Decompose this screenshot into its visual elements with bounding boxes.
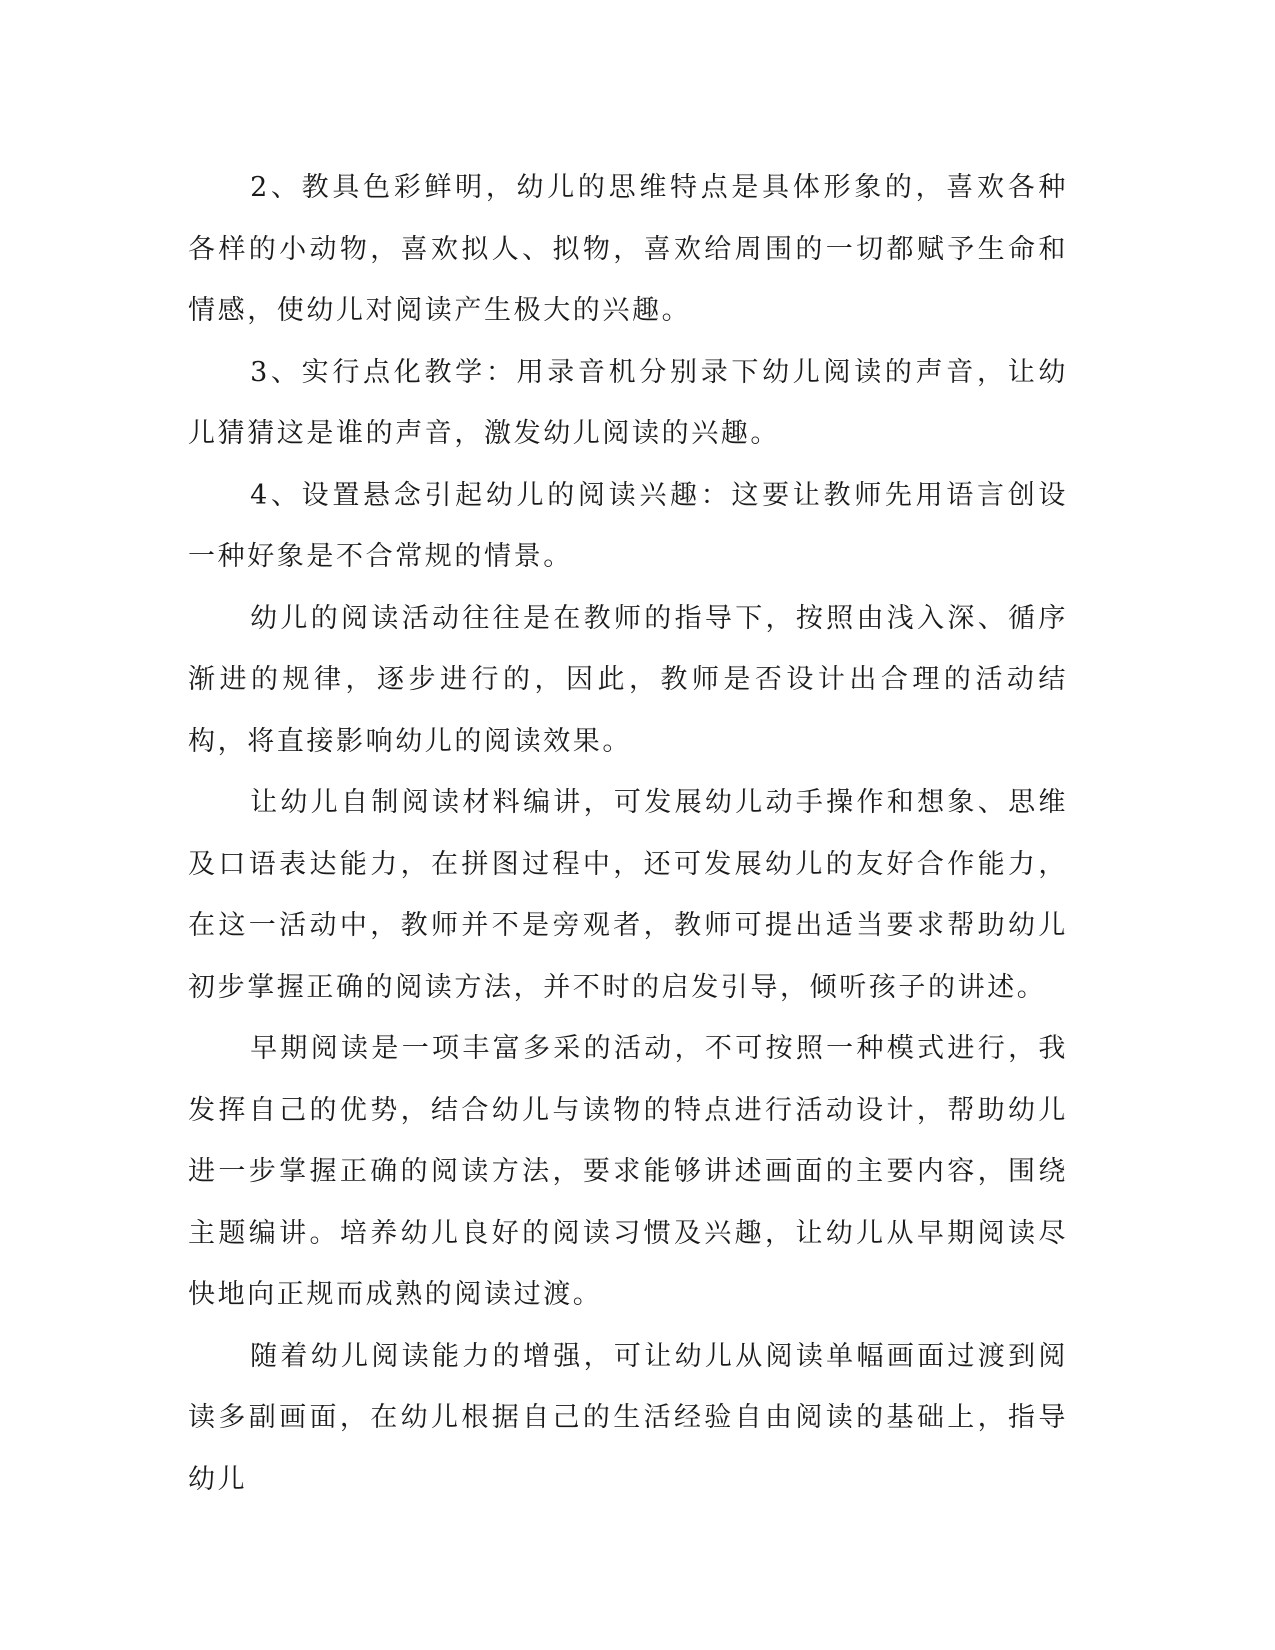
paragraph-6: 早期阅读是一项丰富多采的活动，不可按照一种模式进行，我发挥自己的优势，结合幼儿与读物的特点进行活动设计，帮助幼儿进一步掌握正确的阅读方法，要求能够讲述画面的主要内容，围绕主题编讲。培养幼儿良好的阅读习惯及兴趣，让幼儿从早期阅读尽快地向正规而成熟的阅读过渡。	[188, 1033, 1068, 1310]
paragraph-3: 4、设置悬念引起幼儿的阅读兴趣：这要让教师先用语言创设一种好象是不合常规的情景。	[188, 479, 1068, 572]
document-body	[188, 157, 1068, 1510]
paragraph-2: 3、实行点化教学：用录音机分别录下幼儿阅读的声音，让幼儿猜猜这是谁的声音，激发幼儿阅读的兴趣。	[188, 356, 1068, 449]
paragraph-1: 2、教具色彩鲜明，幼儿的思维特点是具体形象的，喜欢各种各样的小动物，喜欢拟人、拟物，喜欢给周围的一切都赋予生命和情感，使幼儿对阅读产生极大的兴趣。	[188, 172, 1068, 326]
paragraph-4: 幼儿的阅读活动往往是在教师的指导下，按照由浅入深、循序渐进的规律，逐步进行的，因此，教师是否设计出合理的活动结构，将直接影响幼儿的阅读效果。	[188, 602, 1068, 757]
paragraph-7: 随着幼儿阅读能力的增强，可让幼儿从阅读单幅画面过渡到阅读多副画面，在幼儿根据自己的生活经验自由阅读的基础上，指导幼儿	[188, 1340, 1068, 1495]
paragraph-5: 让幼儿自制阅读材料编讲，可发展幼儿动手操作和想象、思维及口语表达能力，在拼图过程中，还可发展幼儿的友好合作能力，在这一活动中，教师并不是旁观者，教师可提出适当要求帮助幼儿初步掌握正确的阅读方法，并不时的启发引导，倾听孩子的讲述。	[188, 787, 1068, 1003]
